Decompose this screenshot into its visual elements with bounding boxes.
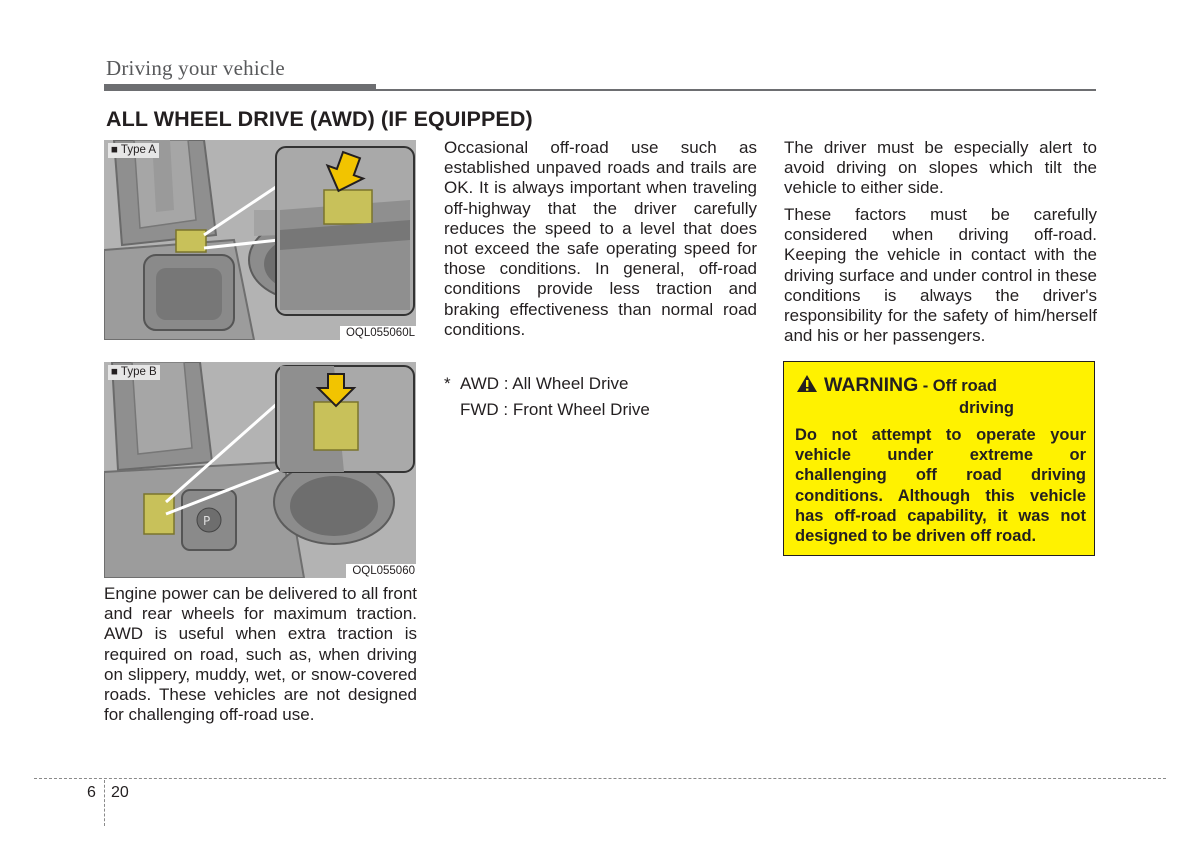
- chapter-number: 6: [87, 784, 96, 801]
- warning-triangle-icon: [796, 374, 818, 398]
- note-line-fwd: [444, 397, 764, 423]
- note-fwd-text: FWD : Front Wheel Drive: [460, 400, 650, 419]
- note-star: *: [444, 374, 451, 393]
- svg-text:P: P: [203, 514, 211, 528]
- figure-b-label: ■ Type B: [108, 365, 160, 380]
- note-line-awd: [444, 371, 764, 397]
- column1-paragraph: Engine power can be delivered to all front and rear wheels for maximum traction. AWD is useful when extra traction is required on road, such as, when driving on slippery, muddy, wet, or snow-covered roads. These vehicles are not designed for challenging off-road use.: [104, 584, 417, 725]
- console-illustration-a: [104, 140, 416, 340]
- header-rule-thin: [376, 89, 1096, 91]
- page-heading: ALL WHEEL DRIVE (AWD) (IF EQUIPPED): [106, 107, 533, 131]
- page-number: 20: [111, 784, 129, 801]
- column3-paragraph-1: The driver must be especially alert to avoid driving on slopes which tilt the vehicle to either side.: [784, 138, 1097, 198]
- warning-body: Do not attempt to operate your vehicle under extreme or challenging off road driving conditions. Although this vehicle has off-road capability, it was not designed to be driven off road.: [795, 426, 1086, 546]
- warning-box: [783, 361, 1095, 556]
- figure-type-b: [104, 362, 416, 578]
- column3-paragraph-2: These factors must be carefully considered when driving off-road. Keeping the vehicle in contact with the driving surface and under control in these conditions is always the driver's responsibility for the safety of him/herself and his or her passengers.: [784, 205, 1097, 346]
- figure-a-code: OQL055060L: [340, 326, 416, 340]
- header-rule-thick: [104, 84, 376, 91]
- warning-subtitle-a: - Off road: [922, 377, 997, 395]
- section-title: Driving your vehicle: [106, 56, 285, 80]
- footer-dashed-divider: [104, 780, 105, 826]
- warning-title: WARNING: [824, 374, 919, 396]
- figure-b-code: OQL055060: [346, 564, 416, 578]
- warning-title-row: [796, 374, 997, 398]
- figure-a-label: ■ Type A: [108, 143, 159, 158]
- figure-type-a: [104, 140, 416, 340]
- note-awd-text: AWD : All Wheel Drive: [460, 374, 629, 393]
- warning-subtitle-b: driving: [959, 399, 1015, 417]
- column2-paragraph: Occasional off-road use such as established unpaved roads and trails are OK. It is always important when traveling off-highway that the driver carefully reduces the speed to a level that does not exceed the safe operating speed for those conditions. In general, off-road conditions provide less traction and braking effectiveness than normal road conditions.: [444, 138, 757, 339]
- footer-dashed-rule: [34, 778, 1166, 779]
- console-illustration-b: [104, 362, 416, 578]
- abbreviation-note: [444, 371, 764, 423]
